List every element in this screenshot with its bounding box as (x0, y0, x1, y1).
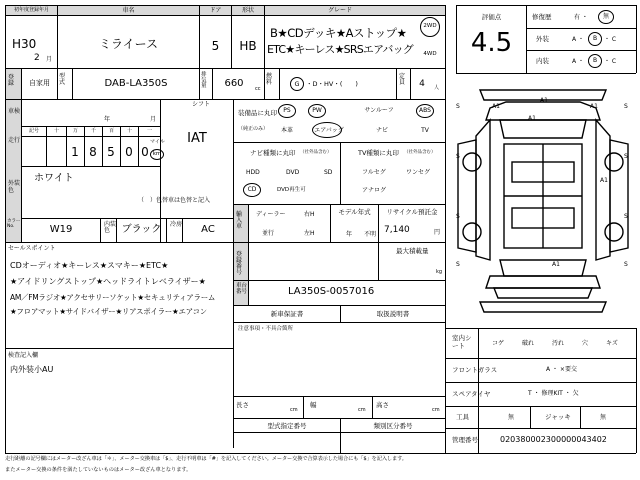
drive-2wd: 2WD (423, 23, 437, 29)
tools-value: 無 (508, 414, 515, 421)
repair-options: 有 ・ (574, 14, 588, 21)
inspection-year: 年 (104, 116, 111, 123)
sales-point-line: CDオーディオ★キーレス★スマキー★ETC★ (10, 261, 169, 270)
damage-mark: A1 (540, 97, 548, 104)
footer-note-2: またメーター交換の条件を満たしていないものはメーター改ざん車となります。 (5, 467, 192, 473)
interior-label: 内装 (536, 57, 549, 65)
eval-score: 4.5 (470, 28, 513, 58)
mileage-digit: 0 (141, 145, 149, 159)
navi-hdd: HDD (246, 169, 260, 176)
inspection-month: 月 (150, 116, 157, 123)
recycle-label: リサイクル預託金 (386, 208, 438, 216)
recycle-fee: 7,140 (384, 225, 410, 235)
height-unit: cm (432, 407, 440, 413)
exterior-c: ・ C (604, 36, 617, 43)
equip-abs: ABS (419, 107, 431, 114)
damage-mark: A1 (528, 115, 536, 122)
manual-label: 取扱説明書 (376, 310, 410, 318)
shape-label: 形状 (241, 7, 254, 14)
jack-value: 無 (600, 414, 607, 421)
exterior-selected: B (592, 35, 598, 42)
sheet-burn: コゲ (492, 340, 505, 347)
tools-label: 工具 (456, 413, 469, 421)
fuel-g: G (294, 80, 300, 88)
tire-mark: S (456, 153, 460, 160)
model-year-label: モデル年式 (338, 208, 371, 216)
reg-year: H30 (12, 37, 37, 51)
digit-code: 記号 (28, 128, 39, 134)
recycle-unit: 円 (434, 229, 441, 236)
equip-navi: ナビ (375, 127, 388, 134)
car-name: ミライース (98, 37, 159, 51)
sheet-dirt: 汚れ (552, 340, 565, 347)
sales-point-label: セールスポイント (8, 245, 56, 252)
inspection-label: 車検 (8, 108, 21, 115)
exterior-a: A ・ (572, 36, 585, 43)
tire-mark: S (624, 103, 628, 110)
damage-mark: A1 (600, 177, 608, 184)
equipment-label: 装備品に丸印 (238, 109, 277, 117)
equip-leather: 本革 (280, 127, 293, 134)
damage-mark: A1 (492, 103, 500, 110)
shift-type: IAT (187, 131, 207, 146)
tire-mark: S (456, 213, 460, 220)
sales-point-line: AM／FMラジオ★アクセサリーソケット★セキュリティアラーム (10, 293, 216, 302)
car-damage-diagram (450, 80, 636, 316)
door-label: ドア (209, 7, 222, 14)
tire-mark: S (456, 261, 460, 268)
displacement: 660 (224, 78, 244, 89)
tire-mark: S (456, 103, 460, 110)
reg-kind: 登録 (8, 74, 15, 87)
class-num-label: 類別区分番号 (373, 422, 413, 430)
body-shape: HB (239, 39, 257, 53)
repair-label: 修復歴 (532, 13, 552, 21)
remark-label: 注意事項・不具合箇所 (238, 326, 294, 332)
handle-left: 左H (304, 230, 315, 237)
inspector-note: 内外装小AU (10, 365, 54, 374)
digit-ten-thousand: 万 (72, 128, 78, 134)
run-label: 走行 (8, 137, 21, 144)
exterior-label: 外装 (536, 35, 549, 43)
sheet-hole: 穴 (582, 340, 589, 347)
car-name-label: 車名 (122, 7, 135, 14)
displacement-label: 排気量 (201, 72, 207, 89)
digit-one: 一 (146, 128, 152, 134)
grade-line-1: B★CDデッキ★Aストップ★ (270, 26, 407, 40)
digit-ten: 十 (126, 128, 132, 134)
chassis-label: 車台番号 (236, 283, 248, 295)
model-label: 型式 (59, 73, 66, 86)
height-label: 高さ (376, 401, 389, 409)
sales-point-line: ★フロアマット★サイドバイザー★リアスポイラー★エアコン (10, 307, 207, 316)
capacity-label: 定員 (399, 73, 406, 86)
door-count: 5 (211, 39, 220, 53)
width-unit: cm (358, 407, 366, 413)
jack-label: ジャッキ (545, 413, 571, 421)
handle-right: 右H (304, 211, 315, 218)
navi-cd: CD (247, 186, 257, 193)
ac-value: AC (201, 224, 215, 235)
length-unit: cm (290, 407, 298, 413)
shift-label: シフト (192, 101, 211, 108)
interior-a: A ・ (572, 58, 585, 65)
use-category: 自家用 (29, 79, 50, 87)
grade-line-2: ETC★キーレス★SRSエアバッグ (267, 43, 414, 56)
mileage-digit: 0 (125, 145, 133, 159)
fuel-options: ・D・HV・( ) (306, 80, 358, 88)
color-name: ホワイト (34, 173, 74, 184)
repair-selected: 無 (602, 13, 609, 20)
chassis-number: LA350S-0057016 (288, 286, 375, 297)
first-reg-label: 初年度登録年月 (13, 7, 49, 13)
month-unit: 月 (46, 56, 53, 63)
tv-note: （社外品含む） (404, 150, 436, 155)
navi-note: （社外品含む） (300, 150, 332, 155)
interior-selected: B (592, 57, 598, 64)
front-glass-label: フロントガラス (452, 366, 498, 374)
color-code-label: カラーNo. (7, 219, 21, 229)
mile-label: マイル (150, 139, 165, 145)
max-load-label: 最大積載量 (396, 247, 429, 255)
interior-color-label: 内装色 (104, 221, 117, 234)
ac-label: 冷房 (170, 221, 183, 228)
spare-tire-label: スペアタイヤ (452, 390, 491, 398)
navi-dvd: DVD (286, 169, 300, 176)
capacity: 4 (419, 79, 425, 89)
navi-label: ナビ種類に丸印 (250, 149, 296, 157)
tv-label: TV種類に丸印 (358, 149, 399, 157)
import-label: 輸入車 (236, 211, 243, 230)
color-note: （ ）色替車は色替と記入 (138, 197, 211, 204)
eval-label: 評価点 (481, 13, 502, 21)
model-year-unknown: 不明 (364, 231, 377, 238)
capacity-unit: 人 (434, 85, 440, 91)
sales-point-line: ★アイドリングストップ★ヘッドライトレベライザー★ (10, 277, 206, 286)
reg-month: 2 (34, 53, 40, 63)
digit-hundred: 百 (108, 128, 114, 134)
dvd-play: DVD再生可 (277, 187, 306, 193)
mileage-digit: 8 (89, 145, 97, 159)
sheet-tear: 破れ (522, 340, 535, 347)
sheet-scratch: キズ (606, 340, 618, 347)
equip-pw: PW (312, 107, 322, 114)
width-label: 幅 (310, 401, 317, 409)
mgmt-label: 管理番号 (452, 436, 478, 444)
tv-oneseg: ワンセグ (406, 169, 431, 176)
cc-unit: cc (255, 86, 261, 92)
mileage-digit: 1 (71, 145, 79, 159)
tire-mark: S (624, 213, 628, 220)
interior-sheet-label: 室内シート (452, 334, 472, 351)
mileage-digit: 5 (107, 145, 115, 159)
equip-tv: TV (421, 127, 429, 134)
tv-fullseg: フルセグ (362, 169, 386, 176)
interior-c: ・ C (604, 58, 617, 65)
import-dealer: ディーラー (256, 211, 286, 218)
model-code: DAB-LA350S (104, 78, 168, 89)
color-label: 外装色 (8, 180, 21, 195)
management-number: 020380002300000043402 (500, 435, 607, 444)
digit-thousand: 千 (90, 128, 96, 134)
warranty-label: 新車保証書 (270, 310, 304, 318)
drive-4wd: 4WD (423, 51, 437, 57)
model-year-unit: 年 (346, 231, 353, 238)
import-parallel: 並行 (262, 230, 275, 237)
footer-note-1: 走行距離の記号欄にはメーター改ざん車は「＊」、メーター交換車は「$」、走行不明車は「#」を記入してください。メーター交換で合算表示した場合にも「$」を記入します。 (5, 456, 407, 462)
damage-mark: A1 (590, 103, 598, 110)
front-glass-options: A ・ ×要交 (546, 366, 577, 373)
inspector-label: 検査記入欄 (8, 352, 39, 359)
tire-mark: S (624, 261, 628, 268)
km-unit: km (152, 151, 162, 157)
grade-label: グレード (327, 7, 352, 14)
digit-ten-thousand-ten: 十 (53, 128, 59, 134)
equip-ps: PS (283, 107, 291, 114)
type-cert-label: 型式指定番号 (267, 422, 307, 430)
equip-airbag: エアバッグ (314, 127, 344, 134)
tv-analog: アナログ (362, 187, 387, 194)
spare-tire-options: T ・ 修理KIT ・ 欠 (528, 390, 579, 397)
color-code: W19 (49, 224, 73, 235)
tire-mark: S (624, 153, 628, 160)
navi-sd: SD (324, 169, 333, 176)
equipment-note: （純正のみ） (238, 126, 269, 132)
interior-color: ブラック (121, 224, 162, 235)
fuel-label: 燃料 (266, 73, 273, 86)
length-label: 長さ (236, 401, 249, 409)
equip-sunroof: サンルーフ (364, 107, 394, 114)
damage-mark: A1 (552, 261, 560, 268)
kg-unit: kg (436, 269, 443, 275)
reg-no-label: 登録番号 (236, 251, 243, 276)
